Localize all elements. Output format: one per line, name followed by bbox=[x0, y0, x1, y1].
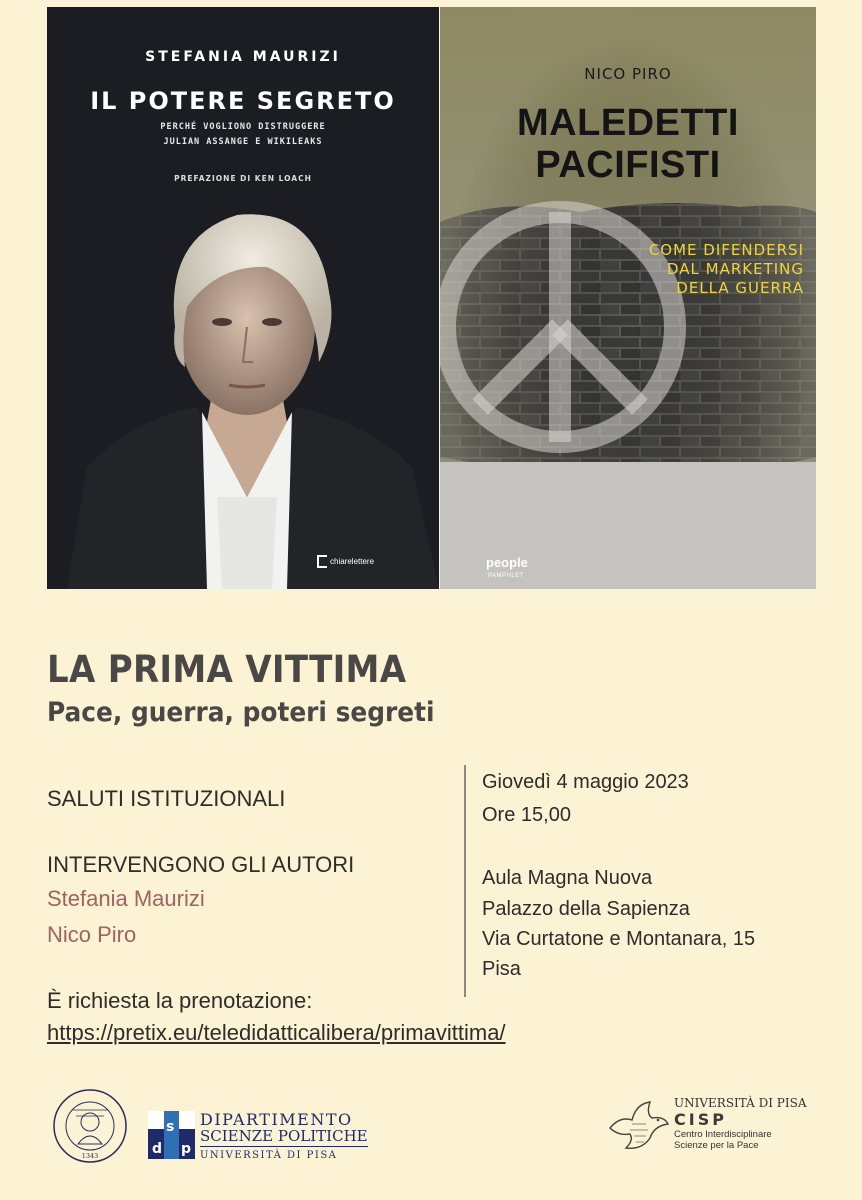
svg-text:p: p bbox=[181, 1141, 192, 1157]
university-seal-icon bbox=[52, 1088, 128, 1164]
svg-text:d: d bbox=[152, 1141, 163, 1157]
book-left-subtitle-line1: PERCHÉ VOGLIONO DISTRUGGERE bbox=[160, 122, 326, 132]
booking-link[interactable]: https://pretix.eu/teledidatticalibera/primavittima/ bbox=[47, 1020, 506, 1045]
brick-wall-background-image bbox=[440, 7, 816, 589]
event-title: LA PRIMA VITTIMA bbox=[47, 648, 407, 691]
book-right-series: PAMPHLET bbox=[488, 573, 524, 579]
svg-text:s: s bbox=[166, 1119, 175, 1135]
booking-note: È richiesta la prenotazione: bbox=[47, 988, 313, 1013]
book-left-author: STEFANIA MAURIZI bbox=[145, 49, 341, 65]
venue-line: Palazzo della Sapienza bbox=[482, 898, 690, 920]
event-date: Giovedì 4 maggio 2023 bbox=[482, 771, 689, 793]
book-right-author: NICO PIRO bbox=[584, 65, 672, 83]
book-right-subtitle-line3: DELLA GUERRA bbox=[676, 279, 804, 297]
book-right-title-line1: MALEDETTI bbox=[517, 102, 739, 144]
book-cover-il-potere-segreto bbox=[47, 7, 439, 589]
book-right-publisher: people bbox=[486, 555, 528, 570]
cisp-desc-line2: Scienze per la Pace bbox=[674, 1140, 759, 1151]
event-time: Ore 15,00 bbox=[482, 804, 571, 826]
book-left-title: IL POTERE SEGRETO bbox=[90, 87, 396, 115]
book-left-subtitle-line2: JULIAN ASSANGE E WIKILEAKS bbox=[163, 137, 323, 147]
cisp-university: UNIVERSITÀ DI PISA bbox=[674, 1096, 807, 1110]
author-portrait-image bbox=[47, 197, 439, 589]
cisp-logo-text bbox=[674, 1096, 806, 1151]
publisher-mark-icon bbox=[317, 555, 327, 568]
book-right-subtitle-line2: DAL MARKETING bbox=[666, 260, 804, 278]
department-line3: UNIVERSITÀ DI PISA bbox=[200, 1146, 368, 1164]
venue-line: Via Curtatone e Montanara, 15 bbox=[482, 928, 756, 950]
department-line2: SCIENZE POLITICHE bbox=[200, 1127, 368, 1145]
book-left-preface: PREFAZIONE DI KEN LOACH bbox=[174, 174, 312, 183]
venue-line: Aula Magna Nuova bbox=[482, 867, 653, 889]
event-subtitle: Pace, guerra, poteri segreti bbox=[47, 697, 435, 728]
book-right-title-line2: PACIFISTI bbox=[535, 144, 721, 186]
cisp-dove-icon bbox=[606, 1094, 672, 1156]
speaker-name: Stefania Maurizi bbox=[47, 886, 205, 911]
department-line1: DIPARTIMENTO bbox=[200, 1110, 353, 1129]
cisp-name: CISP bbox=[674, 1110, 727, 1129]
speaker-name: Nico Piro bbox=[47, 922, 137, 947]
seal-year: 1343 bbox=[81, 1152, 99, 1160]
vertical-divider bbox=[464, 765, 466, 997]
chiarelettere-logo bbox=[317, 555, 374, 568]
book-right-subtitle-line1: COME DIFENDERSI bbox=[648, 241, 804, 259]
greetings-heading: SALUTI ISTITUZIONALI bbox=[47, 786, 286, 811]
venue-line: Pisa bbox=[482, 958, 521, 980]
department-logo-icon bbox=[148, 1111, 195, 1159]
speakers-heading: INTERVENGONO GLI AUTORI bbox=[47, 852, 355, 877]
book-cover-maledetti-pacifisti bbox=[440, 7, 816, 589]
book-left-publisher: chiarelettere bbox=[330, 557, 375, 566]
cisp-desc-line1: Centro Interdisciplinare bbox=[674, 1129, 772, 1140]
department-name bbox=[200, 1112, 368, 1164]
